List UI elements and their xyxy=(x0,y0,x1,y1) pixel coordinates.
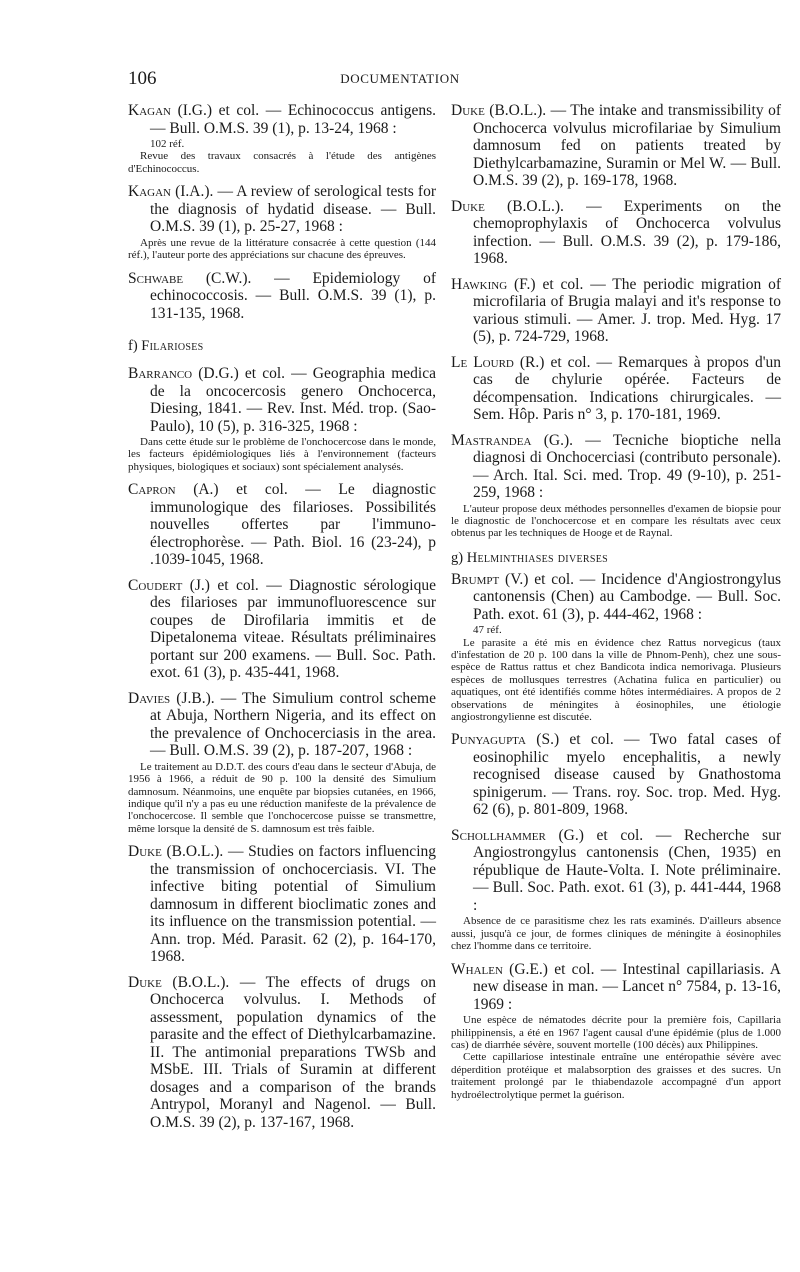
author-name: Duke xyxy=(128,843,162,861)
citation-text: (B.O.L.). — Studies on factors influencing the transmission of onchocerciasis. VI. The infective biting potential of Simulium damnosum in different bioclimatic zones and its influence on the transmission potential. — Ann. trop. Méd. Parasit. 62 (2), p. 164-170, 1968. xyxy=(150,843,436,966)
section-title: Helminthiases diverses xyxy=(466,549,608,566)
citation xyxy=(451,102,781,190)
citation xyxy=(451,731,781,819)
bibliography-entry xyxy=(451,276,781,346)
author-name: Schollhammer xyxy=(451,826,546,844)
abstract-note xyxy=(128,237,436,262)
citation xyxy=(451,571,781,624)
note-paragraph: Une espèce de nématodes décrite pour la première fois, Capillaria philippinensis, a été en 1967 l'agent causal d'une épidémie (plus de 1.000 cas) de diarrhée sévère, souvent mortelle (100 décès) aux Philippines. xyxy=(451,1014,781,1051)
abstract-note xyxy=(128,436,436,473)
citation-text: (C.W.). — Epidemiology of echinococcosis. — Bull. O.M.S. 39 (1), p. 131-135, 1968. xyxy=(150,269,436,322)
left-column xyxy=(128,102,436,1139)
citation xyxy=(451,432,781,502)
citation xyxy=(128,183,436,236)
citation-text: (D.G.) et col. — Geographia medica de la oncocercosis genero Onchocerca, Diesing, 1841. — Rev. Inst. Méd. trop. (Sao-Paulo), 10 (5), p. 316-325, 1968 : xyxy=(150,365,436,435)
citation xyxy=(451,276,781,346)
entries-helminthiases xyxy=(451,571,781,1101)
note-paragraph: Le traitement au D.D.T. des cours d'eau dans le secteur d'Abuja, de 1956 à 1966, a réduit de 90 p. 100 la densité des Simulium damnosum. Néanmoins, une enquête par biopsies cutanées, en 1966, indique qu'il n'y a pas eu une réduction manifeste de la prévalence de l'onchocercose. Il semble que l'onchocercose puisse se transmettre, même lorsque la densité de S. damnosum est très faible. xyxy=(128,760,436,835)
citation-text: (J.) et col. — Diagnostic sérologique des filarioses par immunofluorescence sur coupes de Dirofilaria immitis et de Dipetalonema viteae. Résultats préliminaires portant sur 200 examens. — Bull. Soc. Path. exot. 61 (3), p. 435-441, 1968. xyxy=(150,576,436,682)
citation xyxy=(128,102,436,137)
note-paragraph: Cette capillariose intestinale entraîne une entéropathie sévère avec déperdition protéique et malabsorption des graisses et des sucres. Un traitement prolongé par le thiabendazole accompagné d'un apport hydroélectrolytique permet la guérison. xyxy=(451,1051,781,1101)
bibliography-entry xyxy=(451,731,781,819)
bibliography-entry xyxy=(451,198,781,268)
bibliography-entry xyxy=(128,690,436,835)
author-name: Schwabe xyxy=(128,269,184,287)
right-column xyxy=(451,102,781,1109)
note-paragraph: Dans cette étude sur le problème de l'onchocercose dans le monde, les facteurs épidémiologiques liés à l'environnement (facteurs physiques, biologiques et sociaux) sont spécialement analysés. xyxy=(128,436,436,473)
note-paragraph: 102 réf. xyxy=(150,138,185,150)
bibliography-entry xyxy=(451,432,781,540)
citation xyxy=(128,690,436,760)
section-title: Filarioses xyxy=(141,338,204,355)
citation xyxy=(128,843,436,966)
citation xyxy=(451,198,781,268)
note-paragraph: 47 réf. xyxy=(473,624,502,637)
note-paragraph: Le parasite a été mis en évidence chez Rattus norvegicus (taux d'infestation de 20 p. 100 dans la ville de Phnom-Penh), chez une sous-espèce de Rattus rattus et chez Bandicota indica nemorivaga. Plusieurs espèces de mollusques terrestres (Achatina fulica en particulier) ou aquatiques, ont été identifiés comme hôtes intermédiaires. A propos de 2 observations de méningites à éosinophiles, une étiologie angiostrongylienne est discutée. xyxy=(451,636,781,724)
bibliography-entry xyxy=(451,354,781,424)
note-paragraph: L'auteur propose deux méthodes personnelles d'examen de biopsie pour le diagnostic de l'onchocercose et en compare les résultats avec ceux obtenus par les techniques de Hooge et de Raynal. xyxy=(451,502,781,540)
author-name: Duke xyxy=(451,102,485,119)
citation-text: (I.G.) et col. — Echinococcus antigens. — Bull. O.M.S. 39 (1), p. 13-24, 1968 : xyxy=(150,102,436,137)
citation xyxy=(128,365,436,435)
abstract-note xyxy=(451,503,781,540)
entries-filarioses xyxy=(128,365,436,1131)
bibliography-entry xyxy=(451,571,781,724)
author-name: Coudert xyxy=(128,576,183,594)
abstract-note xyxy=(451,915,781,952)
citation-text: (B.O.L.). — Experiments on the chemoprophylaxis of Onchocerca volvulus infection. — Bull. O.M.S. 39 (2), p. 179-186, 1968. xyxy=(473,197,781,267)
bibliography-entry xyxy=(451,827,781,953)
citation xyxy=(128,270,436,323)
note-paragraph: Après une revue de la littérature consacrée à cette question (144 réf.), l'auteur porte des appréciations sur chacune des épreuves. xyxy=(128,236,436,262)
citation-text: (F.) et col. — The periodic migration of microfilaria of Brugia malayi and it's response to various stimuli. — Amer. J. trop. Med. Hyg. 17 (5), p. 724-729, 1968. xyxy=(473,275,781,345)
running-head: DOCUMENTATION xyxy=(340,71,460,86)
citation-text: (G.). — Tecniche bioptiche nella diagnosi di Onchocerciasi (contributo personale). — Arch. Ital. Sci. med. Trop. 49 (9-10), p. 251-259, 1968 : xyxy=(473,431,781,501)
bibliography-entry xyxy=(128,270,436,323)
citation xyxy=(128,577,436,682)
section-label: g) xyxy=(451,549,464,566)
citation xyxy=(451,354,781,424)
author-name: Capron xyxy=(128,481,176,499)
author-name: Barranco xyxy=(128,365,193,383)
citation-text: (B.O.L.). — The effects of drugs on Onchocerca volvulus. I. Methods of assessment, population dynamics of the parasite and the effect of Diethylcarbamazine. II. The antimonial preparations TWSb and MSbE. III. Trials of Suramin at different dosages and a comparison of the brands Antrypol, Moranyl and Nagenol. — Bull. O.M.S. 39 (2), p. 137-167, 1968. xyxy=(150,973,436,1131)
bibliography-entry xyxy=(128,365,436,473)
citation-text: (G.E.) et col. — Intestinal capillariasis. A new disease in man. — Lancet n° 7584, p. 13-16, 1969 : xyxy=(473,960,781,1013)
page-number: 106 xyxy=(128,68,157,89)
abstract-note xyxy=(128,138,436,175)
bibliography-entry xyxy=(128,102,436,175)
section-label: f) xyxy=(128,338,138,355)
bibliography-entry xyxy=(128,974,436,1132)
author-name: Duke xyxy=(451,197,485,215)
author-name: Duke xyxy=(128,973,162,991)
note-paragraph: Revue des travaux consacrés à l'étude des antigènes d'Echinococcus. xyxy=(128,150,436,175)
citation xyxy=(128,481,436,569)
entries-filarioses-continued xyxy=(451,102,781,540)
citation-text: (J.B.). — The Simulium control scheme at Abuja, Northern Nigeria, and its effect on the prevalence of Onchocerciasis in the area. — Bull. O.M.S. 39 (2), p. 187-207, 1968 : xyxy=(150,689,436,760)
citation-text: (B.O.L.). — The intake and transmissibility of Onchocerca volvulus microfilariae by Simulium damnosum fed on patients treated by Diethylcarbamazine, Suramin or Mel W. — Bull. O.M.S. 39 (2), p. 169-178, 1968. xyxy=(473,102,781,189)
citation xyxy=(128,974,436,1132)
author-name: Brumpt xyxy=(451,570,500,588)
author-name: Davies xyxy=(128,689,171,707)
citation-text: (V.) et col. — Incidence d'Angiostrongylus cantonensis (Chen) au Cambodge. — Bull. Soc. Path. exot. 61 (3), p. 444-462, 1968 : xyxy=(473,570,781,623)
author-name: Whalen xyxy=(451,960,503,978)
author-name: Punyagupta xyxy=(451,731,526,749)
bibliography-entry xyxy=(128,481,436,569)
bibliography-entry xyxy=(128,843,436,966)
bibliography-entry xyxy=(128,577,436,682)
author-name: Le Lourd xyxy=(451,353,514,371)
author-name: Kagan xyxy=(128,102,171,119)
citation-text: (G.) et col. — Recherche sur Angiostrongylus cantonensis (Chen, 1935) en république de Haute-Volta. I. Note préliminaire. — Bull. Soc. Path. exot. 61 (3), p. 441-444, 1968 : xyxy=(473,826,781,914)
citation-text: (I.A.). — A review of serological tests for the diagnosis of hydatid disease. — Bull. O.M.S. 39 (1), p. 25-27, 1968 : xyxy=(150,183,436,236)
citation-text: (R.) et col. — Remarques à propos d'un cas de chylurie opérée. Facteurs de décompensation. Indications chirurgicales. — Sem. Hôp. Paris n° 3, p. 170-181, 1969. xyxy=(473,353,781,423)
author-name: Kagan xyxy=(128,183,171,201)
author-name: Hawking xyxy=(451,275,508,293)
bibliography-entry xyxy=(451,102,781,190)
abstract-note xyxy=(451,624,781,723)
abstract-note xyxy=(128,761,436,835)
abstract-note xyxy=(451,1014,781,1101)
citation-text: (A.) et col. — Le diagnostic immunologique des filarioses. Possibilités nouvelles offertes par l'immuno-électrophorèse. — Path. Biol. 16 (23-24), p .1039-1045, 1968. xyxy=(150,481,436,569)
bibliography-entry xyxy=(451,961,781,1101)
section-heading-filarioses xyxy=(128,338,436,355)
citation xyxy=(451,827,781,915)
citation xyxy=(451,961,781,1014)
section-heading-helminthiases xyxy=(451,550,781,567)
note-paragraph: Absence de ce parasitisme chez les rats examinés. D'ailleurs absence aussi, jusqu'à ce jour, de formes cliniques de méningite à éosinophiles chez l'homme dans ce territoire. xyxy=(451,915,781,953)
author-name: Mastrandea xyxy=(451,431,532,449)
citation-text: (S.) et col. — Two fatal cases of eosinophilic myelo encephalitis, a newly recognised disease caused by Gnathostoma spinigerum. — Trans. roy. Soc. trop. Med. Hyg. 62 (6), p. 801-809, 1968. xyxy=(473,731,781,819)
bibliography-entry xyxy=(128,183,436,261)
entries-top xyxy=(128,102,436,322)
